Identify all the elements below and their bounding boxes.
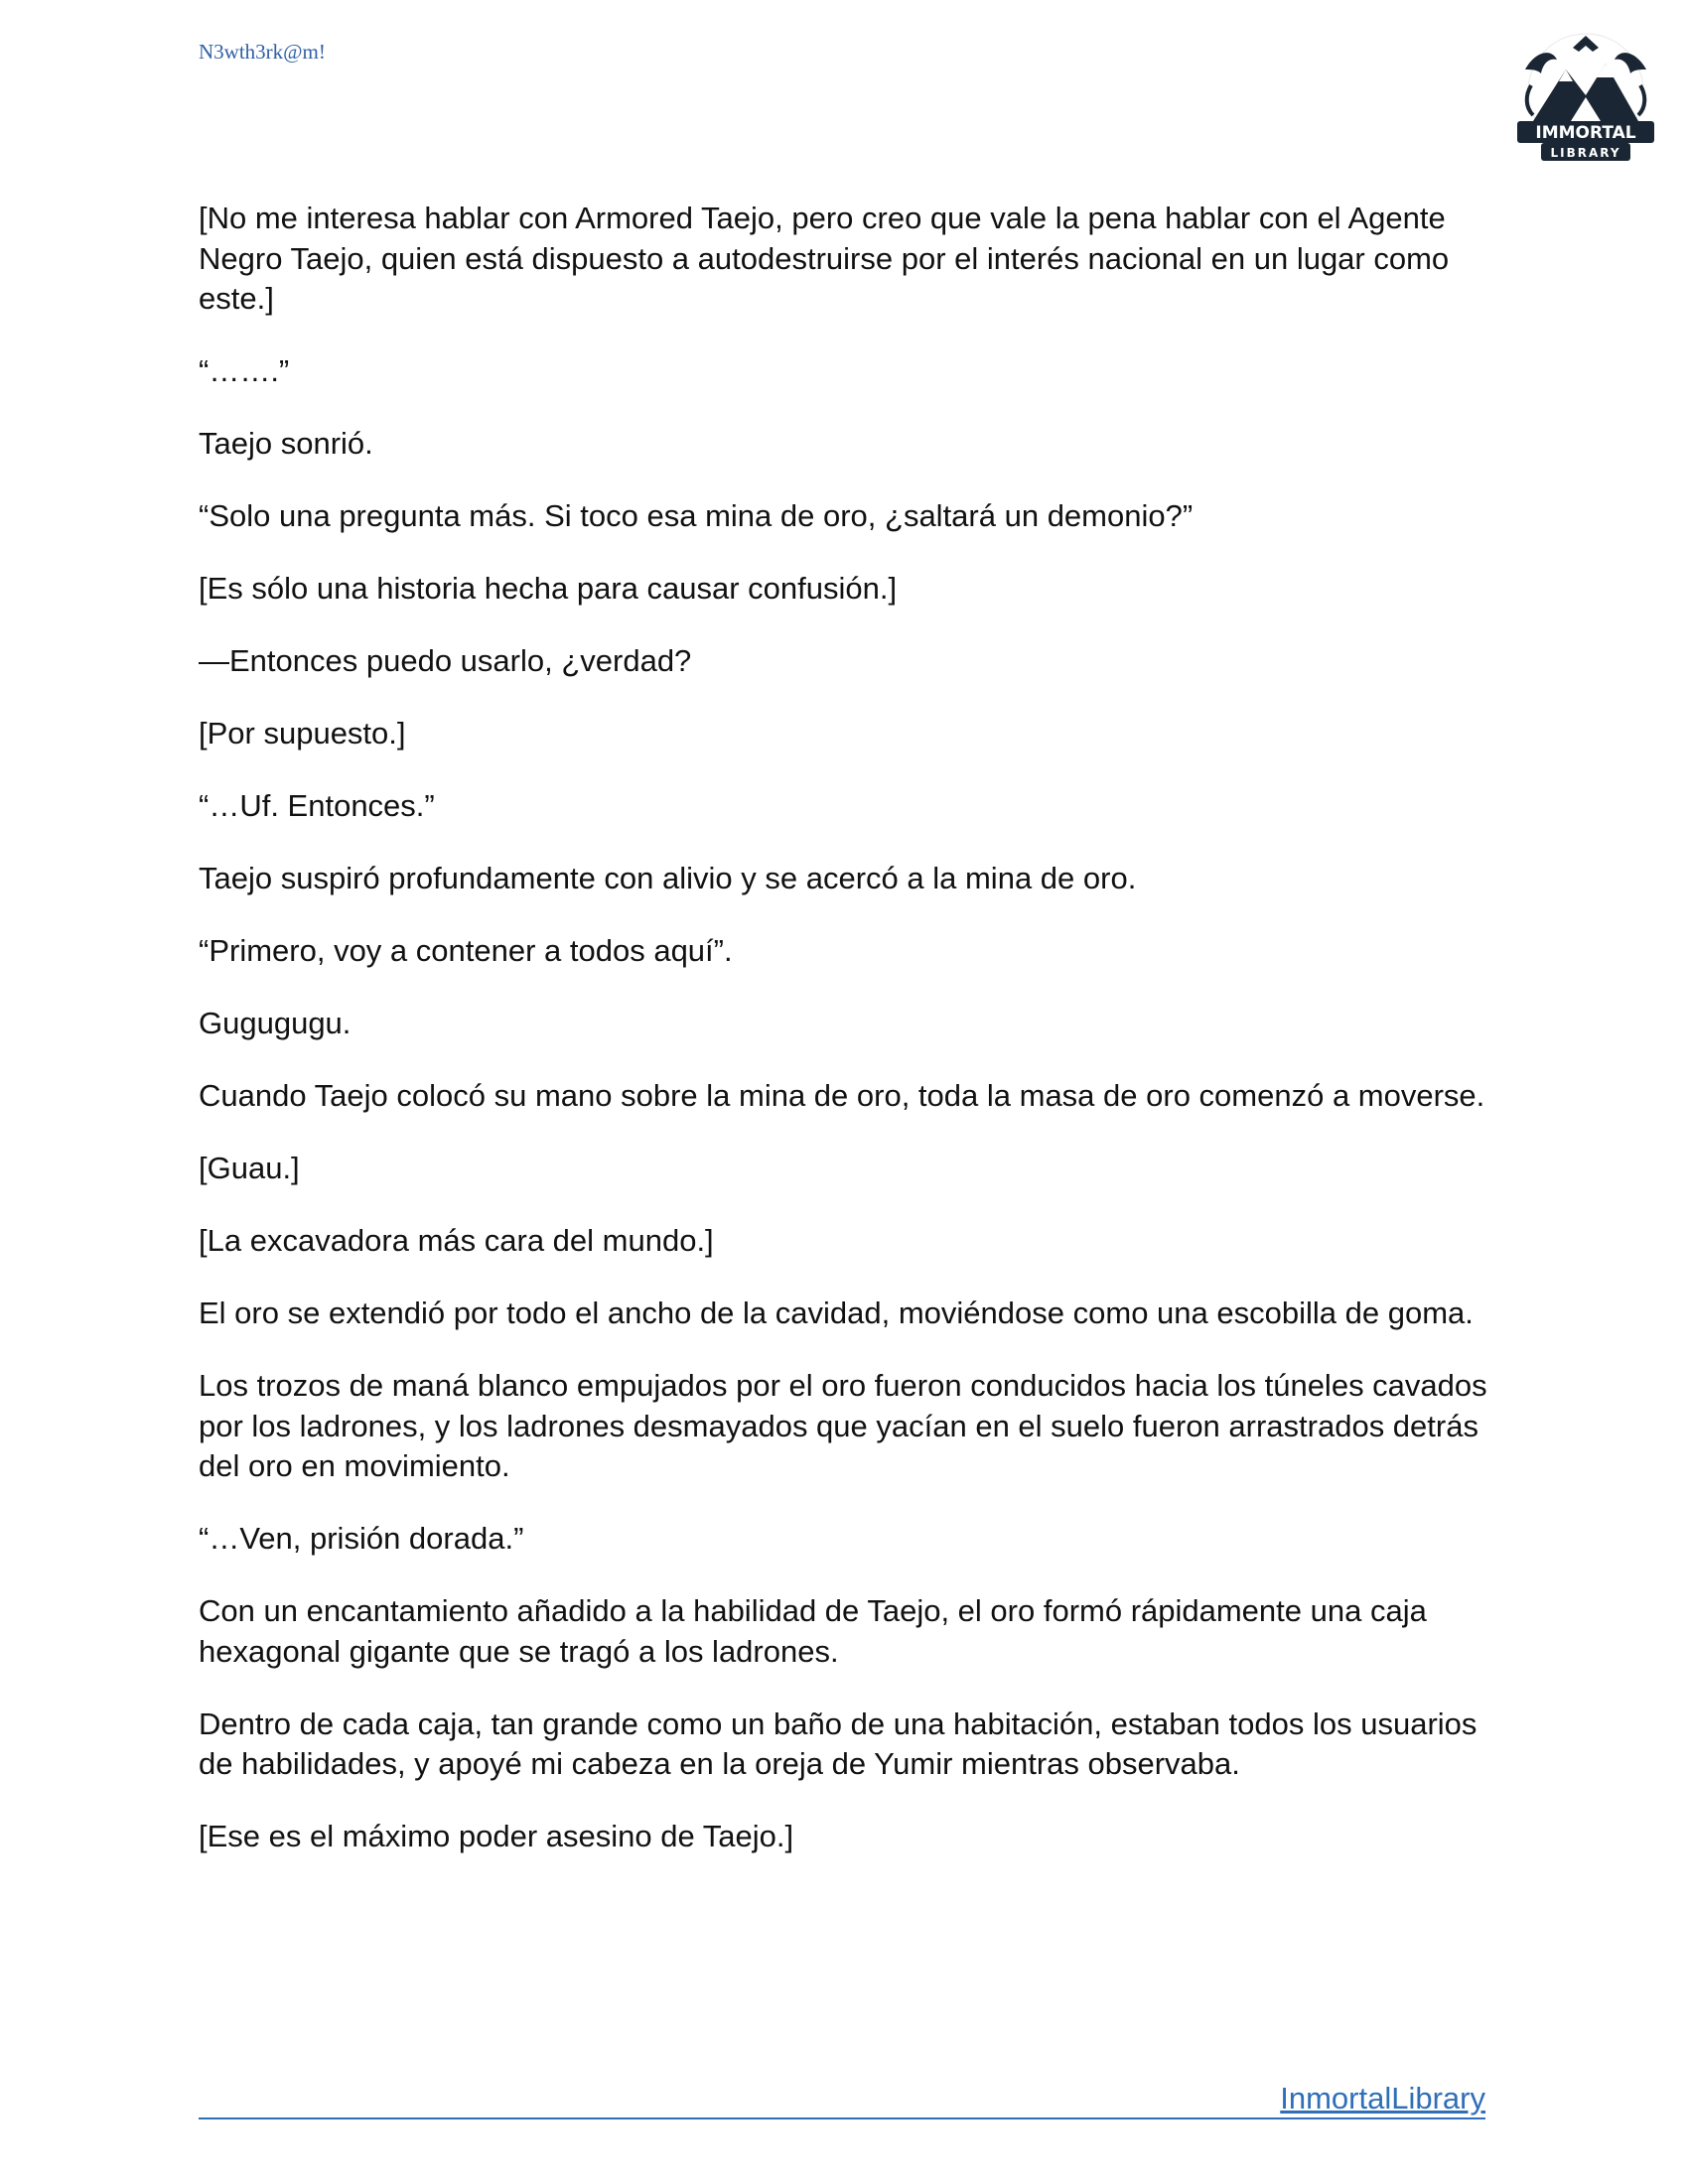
immortal-library-logo [1511,30,1660,169]
paragraph: [No me interesa hablar con Armored Taejo, pero creo que vale la pena hablar con el Agente Negro Taejo, quien está dispuesto a autodestruirse por el interés nacional en un lugar como este.] [199,201,1458,316]
logo-subtitle-text: LIBRARY [1550,146,1621,160]
paragraph: “Primero, voy a contener a todos aquí”. [199,933,733,968]
paragraph: El oro se extendió por todo el ancho de la cavidad, moviéndose como una escobilla de goma. [199,1296,1474,1330]
paragraph: Los trozos de maná blanco empujados por el oro fueron conducidos hacia los túneles cavados por los ladrones, y los ladrones desmayados que yacían en el suelo fueron arrastrados detrás del oro en movimiento. [199,1368,1496,1483]
document-body [199,199,1499,1889]
footer-divider [199,2117,1485,2119]
paragraph: —Entonces puedo usarlo, ¿verdad? [199,643,692,678]
paragraph: “…Ven, prisión dorada.” [199,1521,524,1556]
paragraph: [Es sólo una historia hecha para causar confusión.] [199,571,898,606]
paragraph: Dentro de cada caja, tan grande como un baño de una habitación, estaban todos los usuarios de habilidades, y apoyé mi cabeza en la oreja de Yumir mientras observaba. [199,1706,1486,1781]
paragraph: Taejo sonrió. [199,426,373,461]
header-watermark-text: N3wth3rk@m! [199,40,326,64]
paragraph: [Ese es el máximo poder asesino de Taejo.] [199,1819,794,1853]
paragraph: [Guau.] [199,1151,300,1185]
logo-title-text: IMMORTAL [1535,123,1636,143]
paragraph: [La excavadora más cara del mundo.] [199,1223,714,1258]
paragraph: “Solo una pregunta más. Si toco esa mina de oro, ¿saltará un demonio?” [199,498,1194,533]
paragraph: Cuando Taejo colocó su mano sobre la mina de oro, toda la masa de oro comenzó a moverse. [199,1078,1485,1113]
footer-link-inmortal-library[interactable]: InmortalLibrary [1280,2081,1485,2116]
paragraph: [Por supuesto.] [199,716,406,751]
paragraph: “…Uf. Entonces.” [199,788,435,823]
paragraph: “…….” [199,353,290,388]
paragraph: Taejo suspiró profundamente con alivio y se acercó a la mina de oro. [199,861,1137,895]
paragraph: Gugugugu. [199,1006,352,1040]
paragraph: Con un encantamiento añadido a la habilidad de Taejo, el oro formó rápidamente una caja hexagonal gigante que se tragó a los ladrones. [199,1593,1436,1669]
